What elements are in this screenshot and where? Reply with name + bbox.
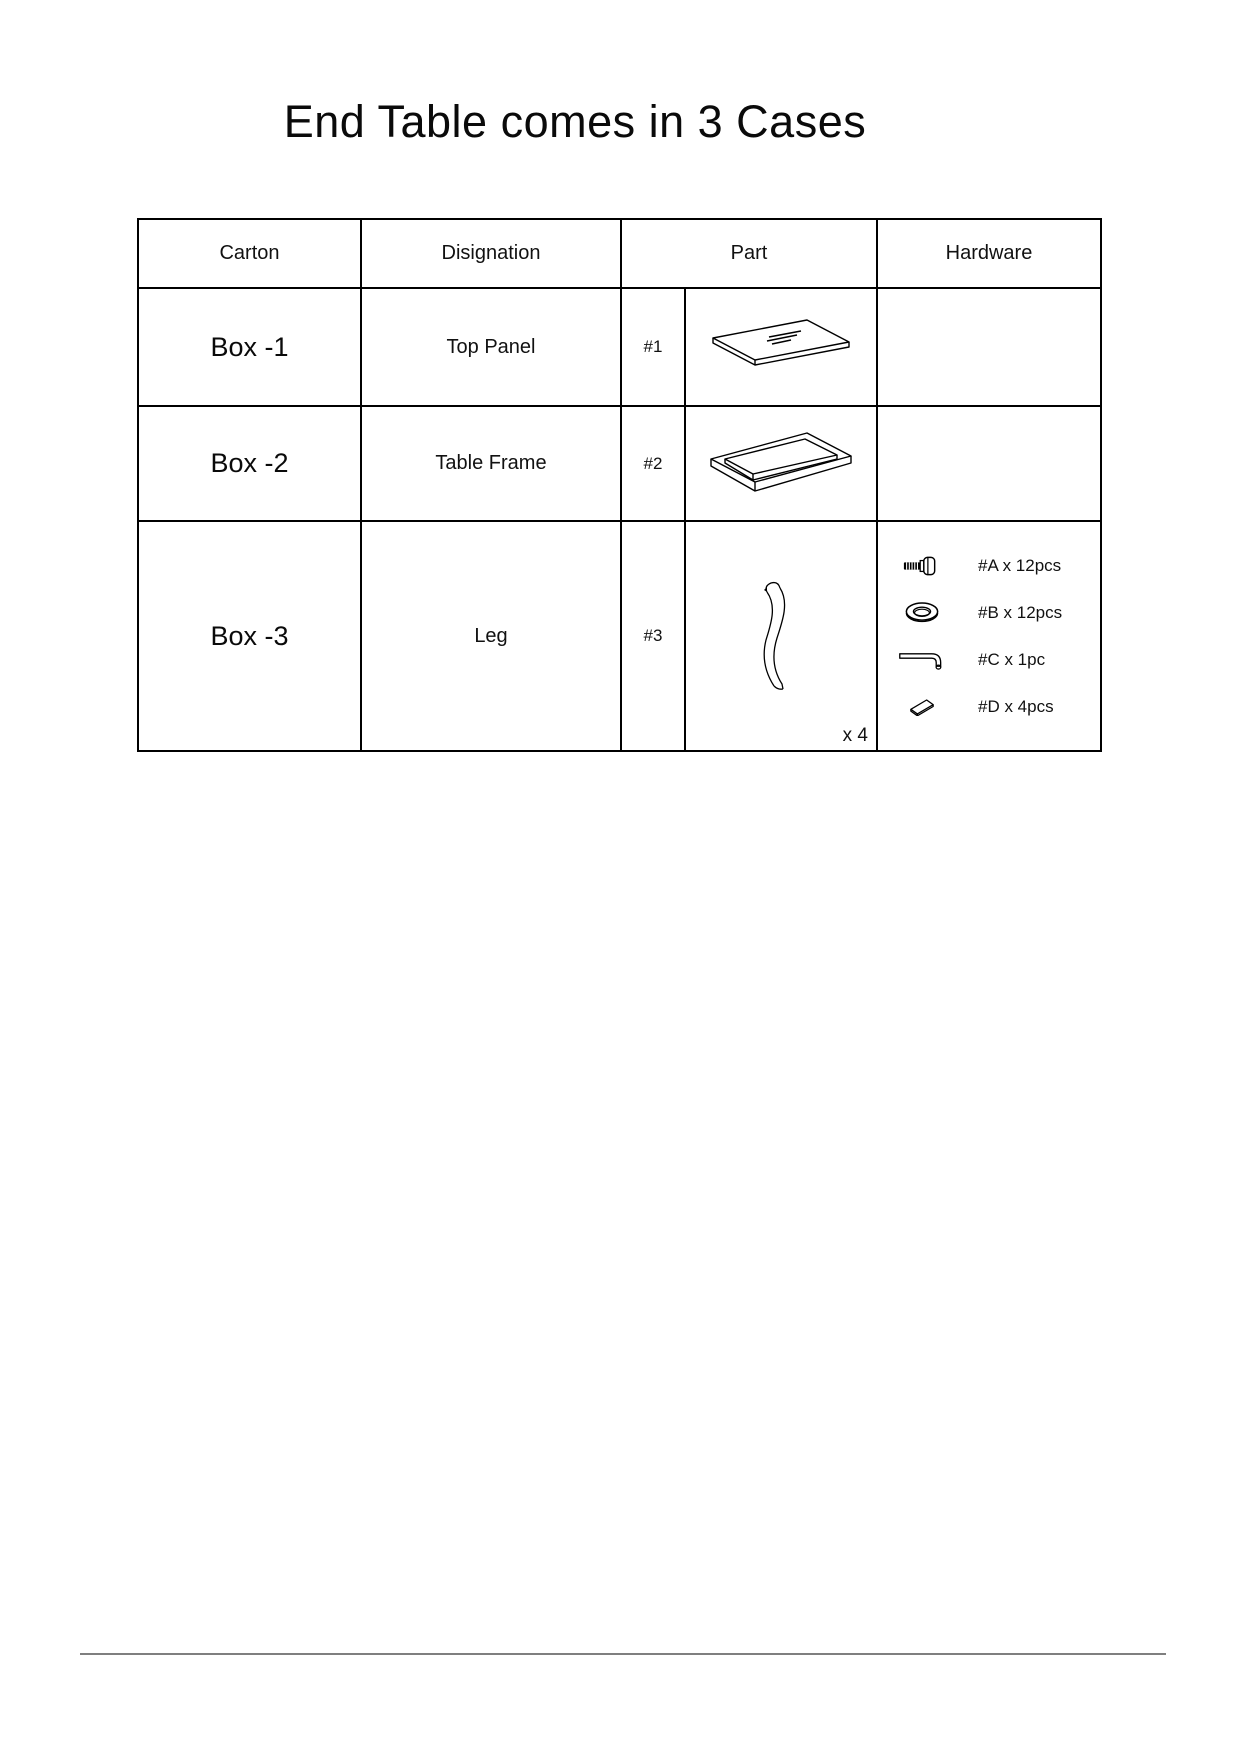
hardware-label: #A x 12pcs [978,555,1062,575]
part-number-cell [622,289,686,407]
carton-cell [139,407,362,522]
part-image-cell [686,289,878,407]
top-panel-diagram-icon [711,318,851,376]
hardware-cell [878,407,1100,522]
designation-label: Table Frame [435,452,547,474]
table-header-designation: Disignation [362,220,622,289]
part-number-label: #3 [643,626,663,645]
table-header-hardware: Hardware [878,220,1100,289]
designation-cell [362,289,622,407]
carton-label: Box -3 [210,620,289,651]
table-header-part: Part [622,220,878,289]
table-frame-diagram-icon [709,429,854,499]
part-number-label: #2 [643,453,663,473]
hardware-item [892,601,1100,625]
parts-table [137,218,1102,752]
page-title: End Table comes in 3 Cases [283,96,867,147]
carton-cell [139,289,362,407]
hardware-item [892,695,1100,719]
carton-cell [139,522,362,750]
part-number-cell [622,407,686,522]
spacer-icon [892,697,952,716]
hardware-label: #D x 4pcs [978,696,1054,716]
designation-label: Leg [474,624,508,647]
table-header-carton: Carton [139,220,362,289]
part-number-cell [622,522,686,750]
part-quantity-label: x 4 [842,725,868,746]
footer-divider [80,1653,1166,1655]
hardware-label: #B x 12pcs [978,602,1063,622]
hardware-cell [878,289,1100,407]
carton-label: Box -2 [210,448,289,478]
hardware-label: #C x 1pc [978,649,1046,669]
carton-label: Box -1 [210,331,289,362]
designation-cell [362,407,622,522]
part-image-cell [686,522,878,750]
bolt-icon [892,554,952,578]
washer-icon [892,601,952,624]
part-number-label: #1 [643,337,663,356]
designation-cell [362,522,622,750]
allen-key-icon [892,649,952,671]
hardware-item [892,648,1100,672]
hardware-cell [878,522,1100,750]
hardware-item [892,554,1100,578]
designation-label: Top Panel [446,335,536,358]
curved-leg-diagram-icon [763,580,799,692]
part-image-cell [686,407,878,522]
